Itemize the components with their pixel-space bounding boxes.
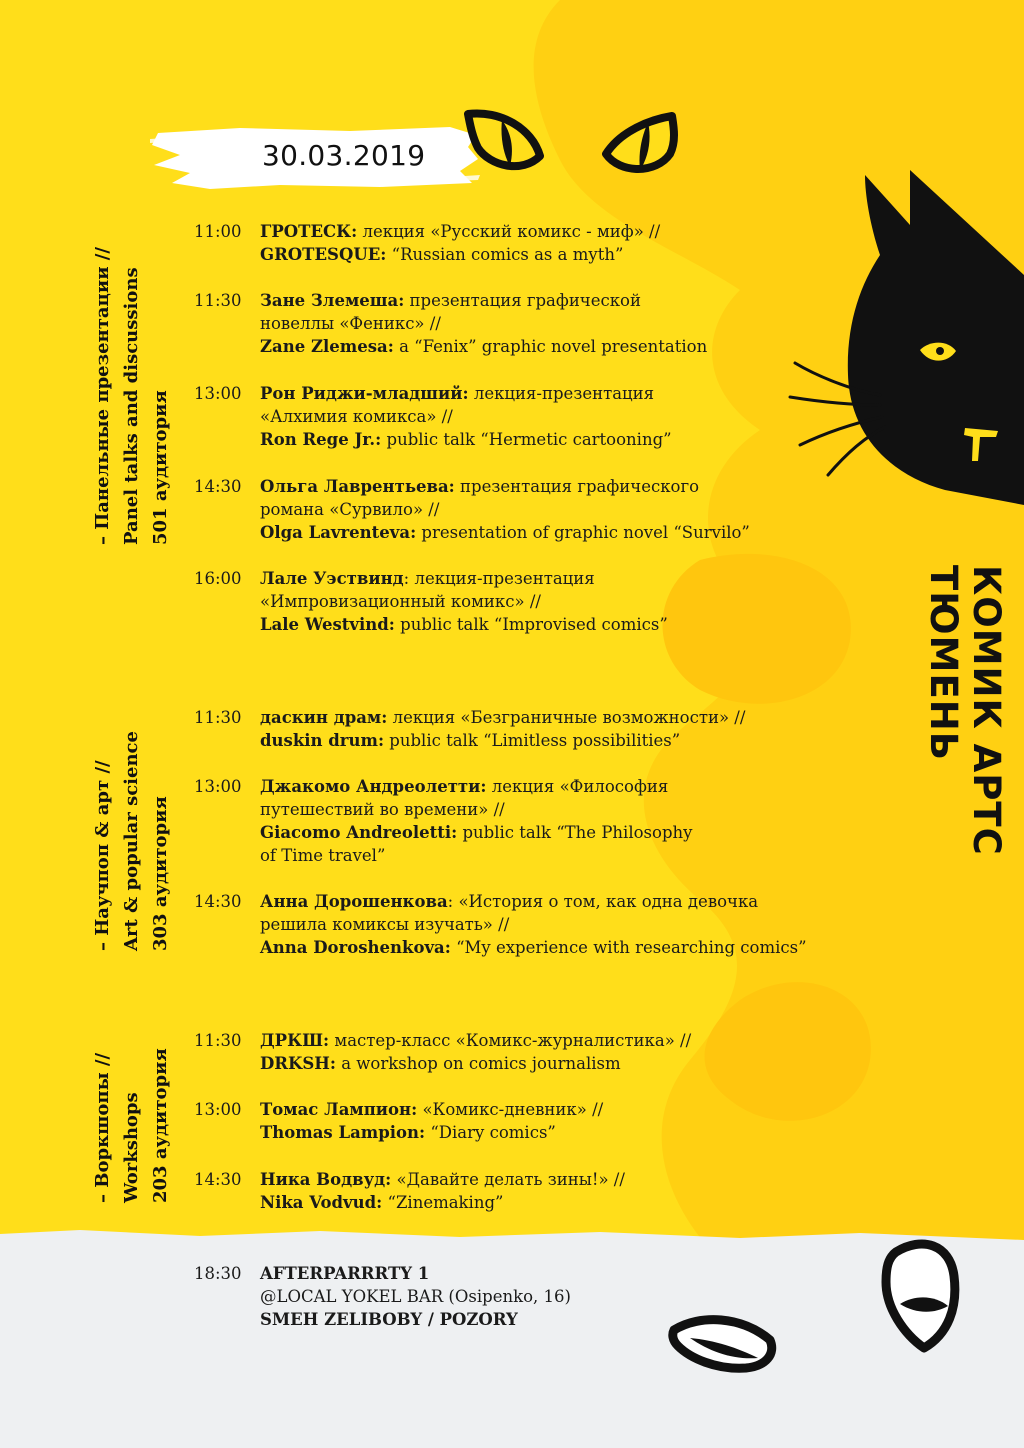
event-description — [260, 567, 860, 636]
event-text: : «История о том, как одна девочка — [447, 892, 759, 911]
event-line — [260, 521, 860, 544]
event-text: презентация графического — [454, 477, 700, 496]
event-time: 11:30 — [194, 1031, 242, 1050]
event-line — [260, 312, 860, 335]
brand-text: КОМИК АРТС ТЮМЕНЬ — [922, 565, 1008, 856]
event-speaker: Olga Lavrenteva: — [260, 523, 417, 542]
event-text: “My experience with researching comics” — [450, 938, 807, 957]
event-speaker: Ron Rege Jr.: — [260, 430, 382, 449]
event-text: лекция «Философия — [486, 777, 669, 796]
event-text: public talk “Hermetic cartooning” — [381, 430, 672, 449]
event-text: public talk “Improvised comics” — [394, 615, 668, 634]
section-label-line: – Панельные презентации // — [92, 247, 113, 545]
section-label-workshops — [88, 1018, 198, 1203]
event-description — [260, 475, 860, 544]
event-line — [260, 382, 860, 405]
event-line — [260, 243, 860, 266]
section-label-popular-science — [88, 686, 198, 951]
event-text: a “Fenix” graphic novel presentation — [393, 337, 708, 356]
event-text: романа «Сурвило» // — [260, 500, 440, 519]
cat-eyes-bottom-icon — [660, 1230, 1024, 1448]
event-description — [260, 220, 860, 266]
event-line — [260, 890, 860, 913]
event-line — [260, 1121, 860, 1144]
event-speaker: Джакомо Андреолетти: — [260, 777, 487, 796]
event-text: “Diary comics” — [425, 1123, 556, 1142]
event-line — [260, 798, 860, 821]
event-text: новеллы «Феникс» // — [260, 314, 441, 333]
event-text: лекция-презентация — [468, 384, 655, 403]
event-description — [260, 890, 860, 959]
event-speaker: Анна Дорошенкова — [260, 892, 448, 911]
event-text: презентация графической — [404, 291, 641, 310]
event-text: of Time travel” — [260, 846, 386, 865]
event-speaker: duskin drum: — [260, 731, 385, 750]
event-line — [260, 613, 860, 636]
event-line — [260, 844, 860, 867]
section-label-line: – Научпоп & арт // — [92, 760, 113, 951]
event-time: 14:30 — [194, 1170, 242, 1189]
event-line — [260, 775, 860, 798]
event-speaker: Anna Doroshenkova: — [260, 938, 451, 957]
event-line — [260, 567, 860, 590]
section-label-line: – Воркшопы // — [92, 1052, 113, 1203]
festival-brand — [922, 565, 1008, 975]
event-description — [260, 706, 860, 752]
event-line — [260, 1052, 860, 1075]
event-time: 11:30 — [194, 708, 242, 727]
section-label-panel-talks — [88, 205, 198, 545]
event-speaker: даскин драм: — [260, 708, 388, 727]
event-text: лекция «Русский комикс - миф» // — [357, 222, 661, 241]
event-speaker: Nika Vodvud: — [260, 1193, 383, 1212]
event-line — [260, 405, 860, 428]
event-description — [260, 1029, 860, 1075]
event-line — [260, 729, 860, 752]
event-speaker: Thomas Lampion: — [260, 1123, 426, 1142]
event-speaker: Рон Риджи-младший: — [260, 384, 469, 403]
event-line — [260, 475, 860, 498]
event-text: public talk “Limitless possibilities” — [384, 731, 681, 750]
event-description — [260, 382, 860, 451]
event-text: “Russian comics as a myth” — [386, 245, 624, 264]
section-label-line: Panel talks and discussions — [121, 267, 142, 545]
event-description — [260, 289, 860, 358]
event-text: «Комикс-дневник» // — [417, 1100, 604, 1119]
event-line — [260, 913, 860, 936]
event-speaker: Лале Уэствинд — [260, 569, 404, 588]
event-line — [260, 498, 860, 521]
event-text: мастер-класс «Комикс-журналистика» // — [329, 1031, 692, 1050]
event-time: 13:00 — [194, 1100, 242, 1119]
section-label-line: 501 аудитория — [150, 390, 171, 545]
event-speaker: DRKSH: — [260, 1054, 336, 1073]
event-speaker: Zane Zlemesa: — [260, 337, 394, 356]
event-speaker: Томас Лампион: — [260, 1100, 418, 1119]
event-description — [260, 775, 860, 867]
event-speaker: SMEH ZELIBOBY / POZORY — [260, 1310, 518, 1329]
event-line — [260, 936, 860, 959]
event-line — [260, 1168, 860, 1191]
event-time: 13:00 — [194, 777, 242, 796]
event-text: решила комиксы изучать» // — [260, 915, 510, 934]
section-label-line: 303 аудитория — [150, 796, 171, 951]
event-speaker: ГРОТЕСК: — [260, 222, 358, 241]
event-line — [260, 590, 860, 613]
event-line — [260, 289, 860, 312]
section-label-line: Workshops — [121, 1092, 142, 1203]
event-text: : лекция-презентация — [403, 569, 595, 588]
cat-eyes-icon — [460, 100, 690, 195]
event-text: путешествий во времени» // — [260, 800, 505, 819]
event-speaker: Lale Westvind: — [260, 615, 395, 634]
event-line — [260, 220, 860, 243]
event-time: 13:00 — [194, 384, 242, 403]
event-date: 30.03.2019 — [262, 139, 426, 172]
event-line — [260, 428, 860, 451]
event-time: 14:30 — [194, 477, 242, 496]
event-description — [260, 1168, 860, 1214]
event-text: «Алхимия комикса» // — [260, 407, 453, 426]
event-speaker: AFTERPARRRTY 1 — [260, 1264, 430, 1283]
section-label-line: Art & popular science — [121, 731, 142, 951]
event-speaker: Зане Злемеша: — [260, 291, 405, 310]
event-speaker: Giacomo Andreoletti: — [260, 823, 458, 842]
event-time: 18:30 — [194, 1264, 242, 1283]
event-line — [260, 1029, 860, 1052]
event-text: a workshop on comics journalism — [335, 1054, 621, 1073]
event-speaker: Ольга Лаврентьева: — [260, 477, 455, 496]
event-speaker: GROTESQUE: — [260, 245, 387, 264]
event-line — [260, 1191, 860, 1214]
event-time: 14:30 — [194, 892, 242, 911]
event-text: “Zinemaking” — [382, 1193, 504, 1212]
event-speaker: ДРКШ: — [260, 1031, 330, 1050]
event-text: public talk “The Philosophy — [457, 823, 693, 842]
event-text: «Импровизационный комикс» // — [260, 592, 541, 611]
event-text: «Давайте делать зины!» // — [391, 1170, 625, 1189]
event-description — [260, 1098, 860, 1144]
event-line — [260, 1098, 860, 1121]
event-time: 16:00 — [194, 569, 242, 588]
event-line — [260, 335, 860, 358]
event-line — [260, 706, 860, 729]
event-speaker: Ника Водвуд: — [260, 1170, 392, 1189]
section-label-line: 203 аудитория — [150, 1048, 171, 1203]
event-text: @LOCAL YOKEL BAR (Osipenko, 16) — [260, 1287, 571, 1306]
event-time: 11:00 — [194, 222, 242, 241]
event-text: presentation of graphic novel “Survilo” — [416, 523, 750, 542]
event-time: 11:30 — [194, 291, 242, 310]
event-text: лекция «Безграничные возможности» // — [387, 708, 746, 727]
event-line — [260, 821, 860, 844]
